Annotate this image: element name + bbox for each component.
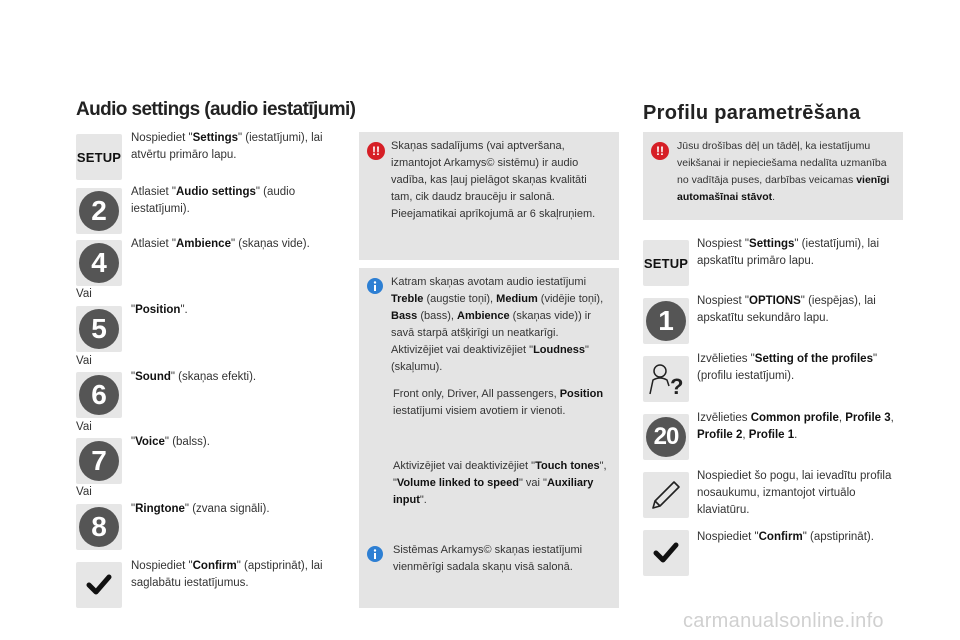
warning-panel — [359, 132, 619, 260]
step-settings: Nospiediet "Settings" (iestatījumi), lai atvērtu primāro lapu. — [131, 132, 323, 161]
checkmark-icon — [76, 562, 122, 608]
info-panel — [359, 268, 619, 538]
setup-label: SETUP — [643, 255, 689, 271]
profiles-icon — [643, 356, 689, 402]
confirm-button — [76, 562, 122, 608]
setup-label: SETUP — [76, 149, 122, 165]
info-icon — [367, 278, 383, 294]
step-number-2: 2 — [76, 188, 122, 234]
profile-step-rename: Nospiediet šo pogu, lai ievadītu profila nosaukumu, izmantojot virtuālo klaviatūru. — [697, 470, 892, 516]
step-confirm: Nospiediet "Confirm" (apstiprināt), lai saglabātu iestatījumus. — [131, 560, 323, 589]
step-position: "Position". — [131, 304, 188, 316]
step-audio-settings: Atlasiet "Audio settings" (audio iestatījumi). — [131, 186, 296, 215]
profile-step-settings: Nospiest "Settings" (iestatījumi), lai apskatītu primāro lapu. — [697, 238, 880, 267]
step-number-5: 5 — [76, 306, 122, 352]
or-label: Vai — [76, 288, 92, 300]
edit-name-button — [643, 472, 689, 518]
or-label: Vai — [76, 421, 92, 433]
checkmark-icon — [643, 530, 689, 576]
step-number-6: 6 — [76, 372, 122, 418]
position-text: Front only, Driver, All passengers, Position iestatījumi visiem avotiem ir vienoti. — [393, 388, 604, 417]
warning-text: Skaņas sadalījums (vai aptveršana, izmantojot Arkamys© sistēmu) ir audio vadība, kas ļauj pielāgot skaņas kvalitāti tam, cik daudz braucēju ir salonā. Pieejamatikai aprīkojumā ar 6 skaļruņiem. — [391, 140, 596, 220]
profiles-button — [643, 356, 689, 402]
or-label: Vai — [76, 355, 92, 367]
info-text-eq: Katram skaņas avotam audio iestatījumi Treble (augstie toņi), Medium (vidējie toņi), Bass (bass), Ambience (skaņas vide)) ir savā starpā atšķirīgi un neatkarīgi. Aktivizējiet vai deaktivizējiet "Loudness" (skaļumu). — [391, 276, 604, 373]
audio-settings-title: Audio settings (audio iestatījumi) — [76, 99, 356, 120]
setup-button — [76, 134, 122, 180]
step-sound: "Sound" (skaņas efekti). — [131, 371, 257, 383]
profile-step-options: Nospiest "OPTIONS" (iespējas), lai apskatītu sekundāro lapu. — [697, 295, 876, 324]
step-ringtone: "Ringtone" (zvana signāli). — [131, 503, 270, 515]
warning-icon: !! — [651, 142, 669, 160]
step-voice: "Voice" (balss). — [131, 436, 210, 448]
step-number-1: 1 — [643, 298, 689, 344]
svg-text:?: ? — [670, 374, 684, 399]
setup-button — [643, 240, 689, 286]
pencil-icon — [643, 472, 689, 518]
step-ambience: Atlasiet "Ambience" (skaņas vide). — [131, 238, 310, 250]
touch-tones-text: Aktivizējiet vai deaktivizējiet "Touch tones", "Volume linked to speed" vai "Auxiliary input". — [393, 460, 607, 506]
step-number-7: 7 — [76, 438, 122, 484]
info-icon — [367, 546, 383, 562]
profile-step-choose: Izvēlieties Common profile, Profile 3, Profile 2, Profile 1. — [697, 412, 894, 441]
profile-step-confirm: Nospiediet "Confirm" (apstiprināt). — [697, 531, 874, 543]
info-panel-arkamys — [359, 538, 619, 608]
or-label: Vai — [76, 486, 92, 498]
step-number-8: 8 — [76, 504, 122, 550]
safety-warning-text: Jūsu drošības dēļ un tādēļ, ka iestatījumu veikšanai ir nepieciešama nedalīta uzmanība no vadītāja puses, darbības veicamas vienīgi automašīnai stāvot. — [677, 140, 890, 203]
step-number-4: 4 — [76, 240, 122, 286]
confirm-button — [643, 530, 689, 576]
watermark: carmanualsonline.info — [683, 610, 884, 632]
safety-warning-panel — [643, 132, 903, 220]
step-number-20: 20 — [643, 414, 689, 460]
arkamys-text: Sistēmas Arkamys© skaņas iestatījumi vienmērīgi sadala skaņu visā salonā. — [393, 544, 583, 573]
profile-step-setting-profiles: Izvēlieties "Setting of the profiles" (profilu iestatījumi). — [697, 353, 878, 382]
profiles-title: Profilu parametrēšana — [643, 102, 861, 124]
warning-icon: !! — [367, 142, 385, 160]
